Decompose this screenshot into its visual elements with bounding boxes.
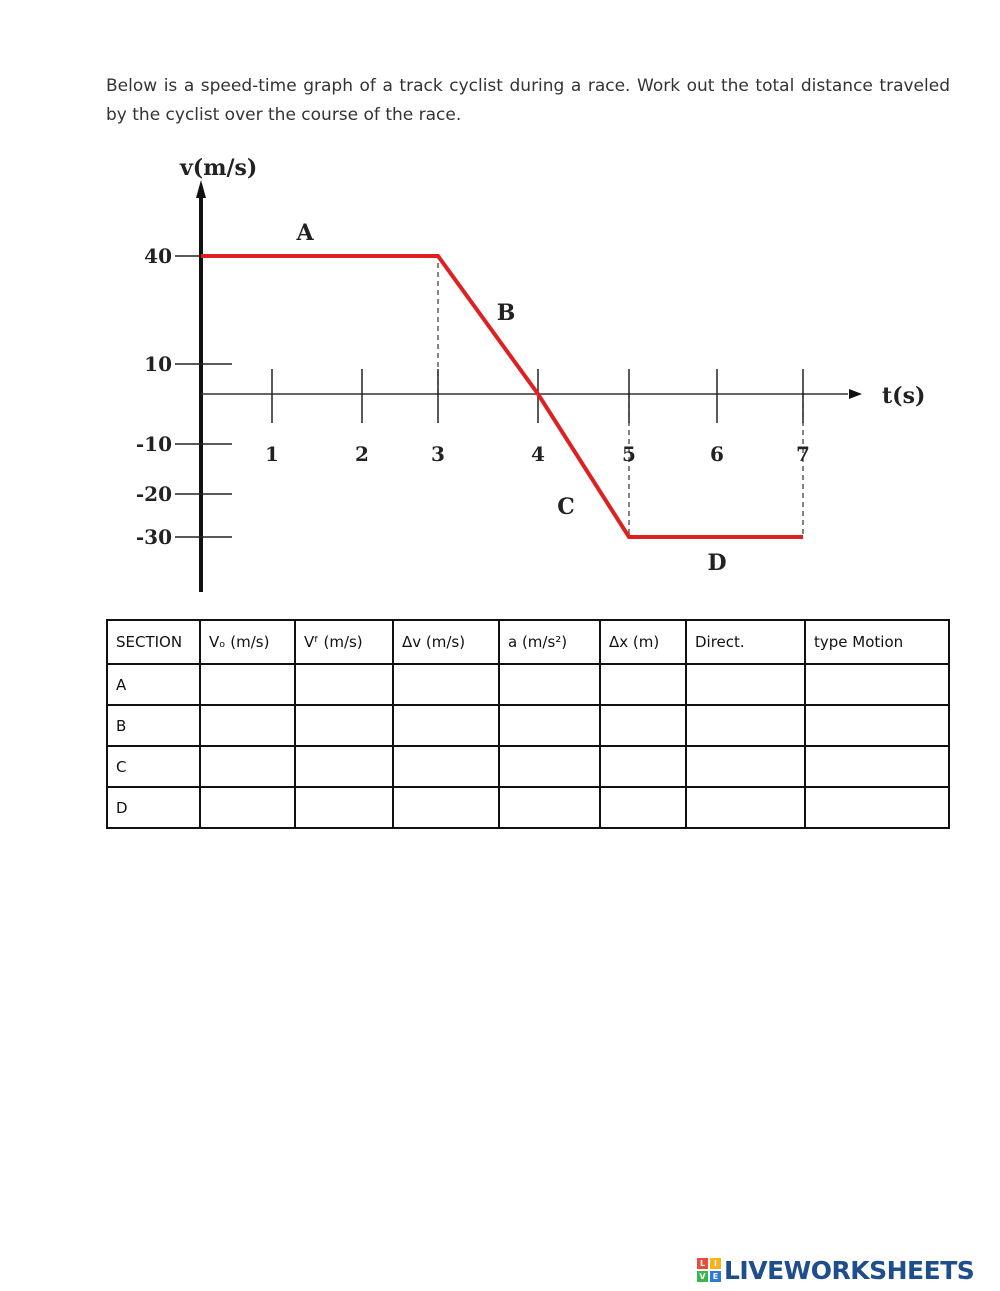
segment-label-c: C bbox=[557, 494, 575, 520]
table-row bbox=[107, 705, 949, 746]
header-cell: a (m/s²) bbox=[499, 620, 600, 664]
answer-cell[interactable] bbox=[686, 705, 805, 746]
answer-cell[interactable] bbox=[805, 705, 949, 746]
x-tick-label-5: 5 bbox=[622, 442, 636, 466]
section-cell: B bbox=[107, 705, 200, 746]
table-row bbox=[107, 787, 949, 828]
header-cell: SECTION bbox=[107, 620, 200, 664]
motion-table bbox=[106, 619, 950, 829]
x-axis-label: t(s) bbox=[882, 383, 926, 409]
answer-cell[interactable] bbox=[393, 746, 499, 787]
answer-cell[interactable] bbox=[499, 664, 600, 705]
section-cell: C bbox=[107, 746, 200, 787]
dashed-guides bbox=[438, 256, 803, 537]
header-cell: type Motion bbox=[805, 620, 949, 664]
velocity-line bbox=[201, 256, 803, 537]
x-tick-label-7: 7 bbox=[796, 442, 810, 466]
x-tick-label-2: 2 bbox=[355, 442, 369, 466]
x-tick-label-6: 6 bbox=[710, 442, 724, 466]
answer-cell[interactable] bbox=[600, 664, 686, 705]
answer-cell[interactable] bbox=[499, 746, 600, 787]
instructions-text: Below is a speed-time graph of a track cyclist during a race. Work out the total distance traveled by the cyclist over the course of the race. bbox=[106, 76, 950, 125]
logo-tile: i bbox=[710, 1258, 721, 1269]
segment-label-b: B bbox=[496, 300, 516, 326]
segment-labels bbox=[295, 220, 726, 576]
y-tick-label--20: -20 bbox=[135, 482, 172, 506]
segment-label-d: D bbox=[707, 550, 727, 576]
table-row bbox=[107, 664, 949, 705]
x-axis-arrow bbox=[849, 389, 862, 399]
answer-cell[interactable] bbox=[499, 787, 600, 828]
y-tick-label-10: 10 bbox=[144, 352, 172, 376]
answer-cell[interactable] bbox=[200, 746, 295, 787]
liveworksheets-logo bbox=[697, 1253, 974, 1287]
y-tick-label--30: -30 bbox=[135, 525, 172, 549]
logo-tile: L bbox=[697, 1258, 708, 1269]
speed-time-graph bbox=[0, 0, 1000, 610]
section-cell: A bbox=[107, 664, 200, 705]
x-tick-label-4: 4 bbox=[531, 442, 545, 466]
answer-cell[interactable] bbox=[499, 705, 600, 746]
y-axis-label: v(m/s) bbox=[180, 155, 258, 181]
logo-tile: V bbox=[697, 1271, 708, 1282]
answer-cell[interactable] bbox=[393, 705, 499, 746]
answer-cell[interactable] bbox=[393, 787, 499, 828]
velocity-series-line bbox=[201, 256, 803, 537]
brand-name: LIVEWORKSHEETS bbox=[724, 1255, 975, 1285]
answer-cell[interactable] bbox=[295, 705, 393, 746]
answer-cell[interactable] bbox=[600, 746, 686, 787]
answer-cell[interactable] bbox=[295, 746, 393, 787]
answer-cell[interactable] bbox=[805, 664, 949, 705]
x-tick-label-3: 3 bbox=[431, 442, 445, 466]
logo-tile: E bbox=[710, 1271, 721, 1282]
header-cell: Vᶠ (m/s) bbox=[295, 620, 393, 664]
header-cell: Δx (m) bbox=[600, 620, 686, 664]
answer-cell[interactable] bbox=[686, 787, 805, 828]
answer-cell[interactable] bbox=[295, 664, 393, 705]
segment-label-a: A bbox=[296, 220, 314, 246]
x-tick-label-1: 1 bbox=[265, 442, 279, 466]
answer-cell[interactable] bbox=[295, 787, 393, 828]
header-cell: Vₒ (m/s) bbox=[200, 620, 295, 664]
graph-axes bbox=[179, 155, 925, 592]
table-row bbox=[107, 746, 949, 787]
answer-cell[interactable] bbox=[686, 664, 805, 705]
section-cell: D bbox=[107, 787, 200, 828]
logo-icon bbox=[697, 1258, 721, 1282]
answer-cell[interactable] bbox=[686, 746, 805, 787]
answer-cell[interactable] bbox=[600, 787, 686, 828]
answer-cell[interactable] bbox=[805, 746, 949, 787]
y-tick-label-40: 40 bbox=[144, 244, 172, 268]
table-header-row bbox=[107, 620, 949, 664]
x-ticks bbox=[265, 369, 810, 466]
answer-cell[interactable] bbox=[805, 787, 949, 828]
answer-cell[interactable] bbox=[200, 664, 295, 705]
answer-cell[interactable] bbox=[200, 705, 295, 746]
y-ticks bbox=[136, 244, 232, 549]
answer-cell[interactable] bbox=[200, 787, 295, 828]
y-tick-label--10: -10 bbox=[135, 432, 172, 456]
header-cell: Direct. bbox=[686, 620, 805, 664]
y-axis-arrow bbox=[196, 180, 206, 198]
answer-cell[interactable] bbox=[393, 664, 499, 705]
header-cell: Δv (m/s) bbox=[393, 620, 499, 664]
answer-cell[interactable] bbox=[600, 705, 686, 746]
